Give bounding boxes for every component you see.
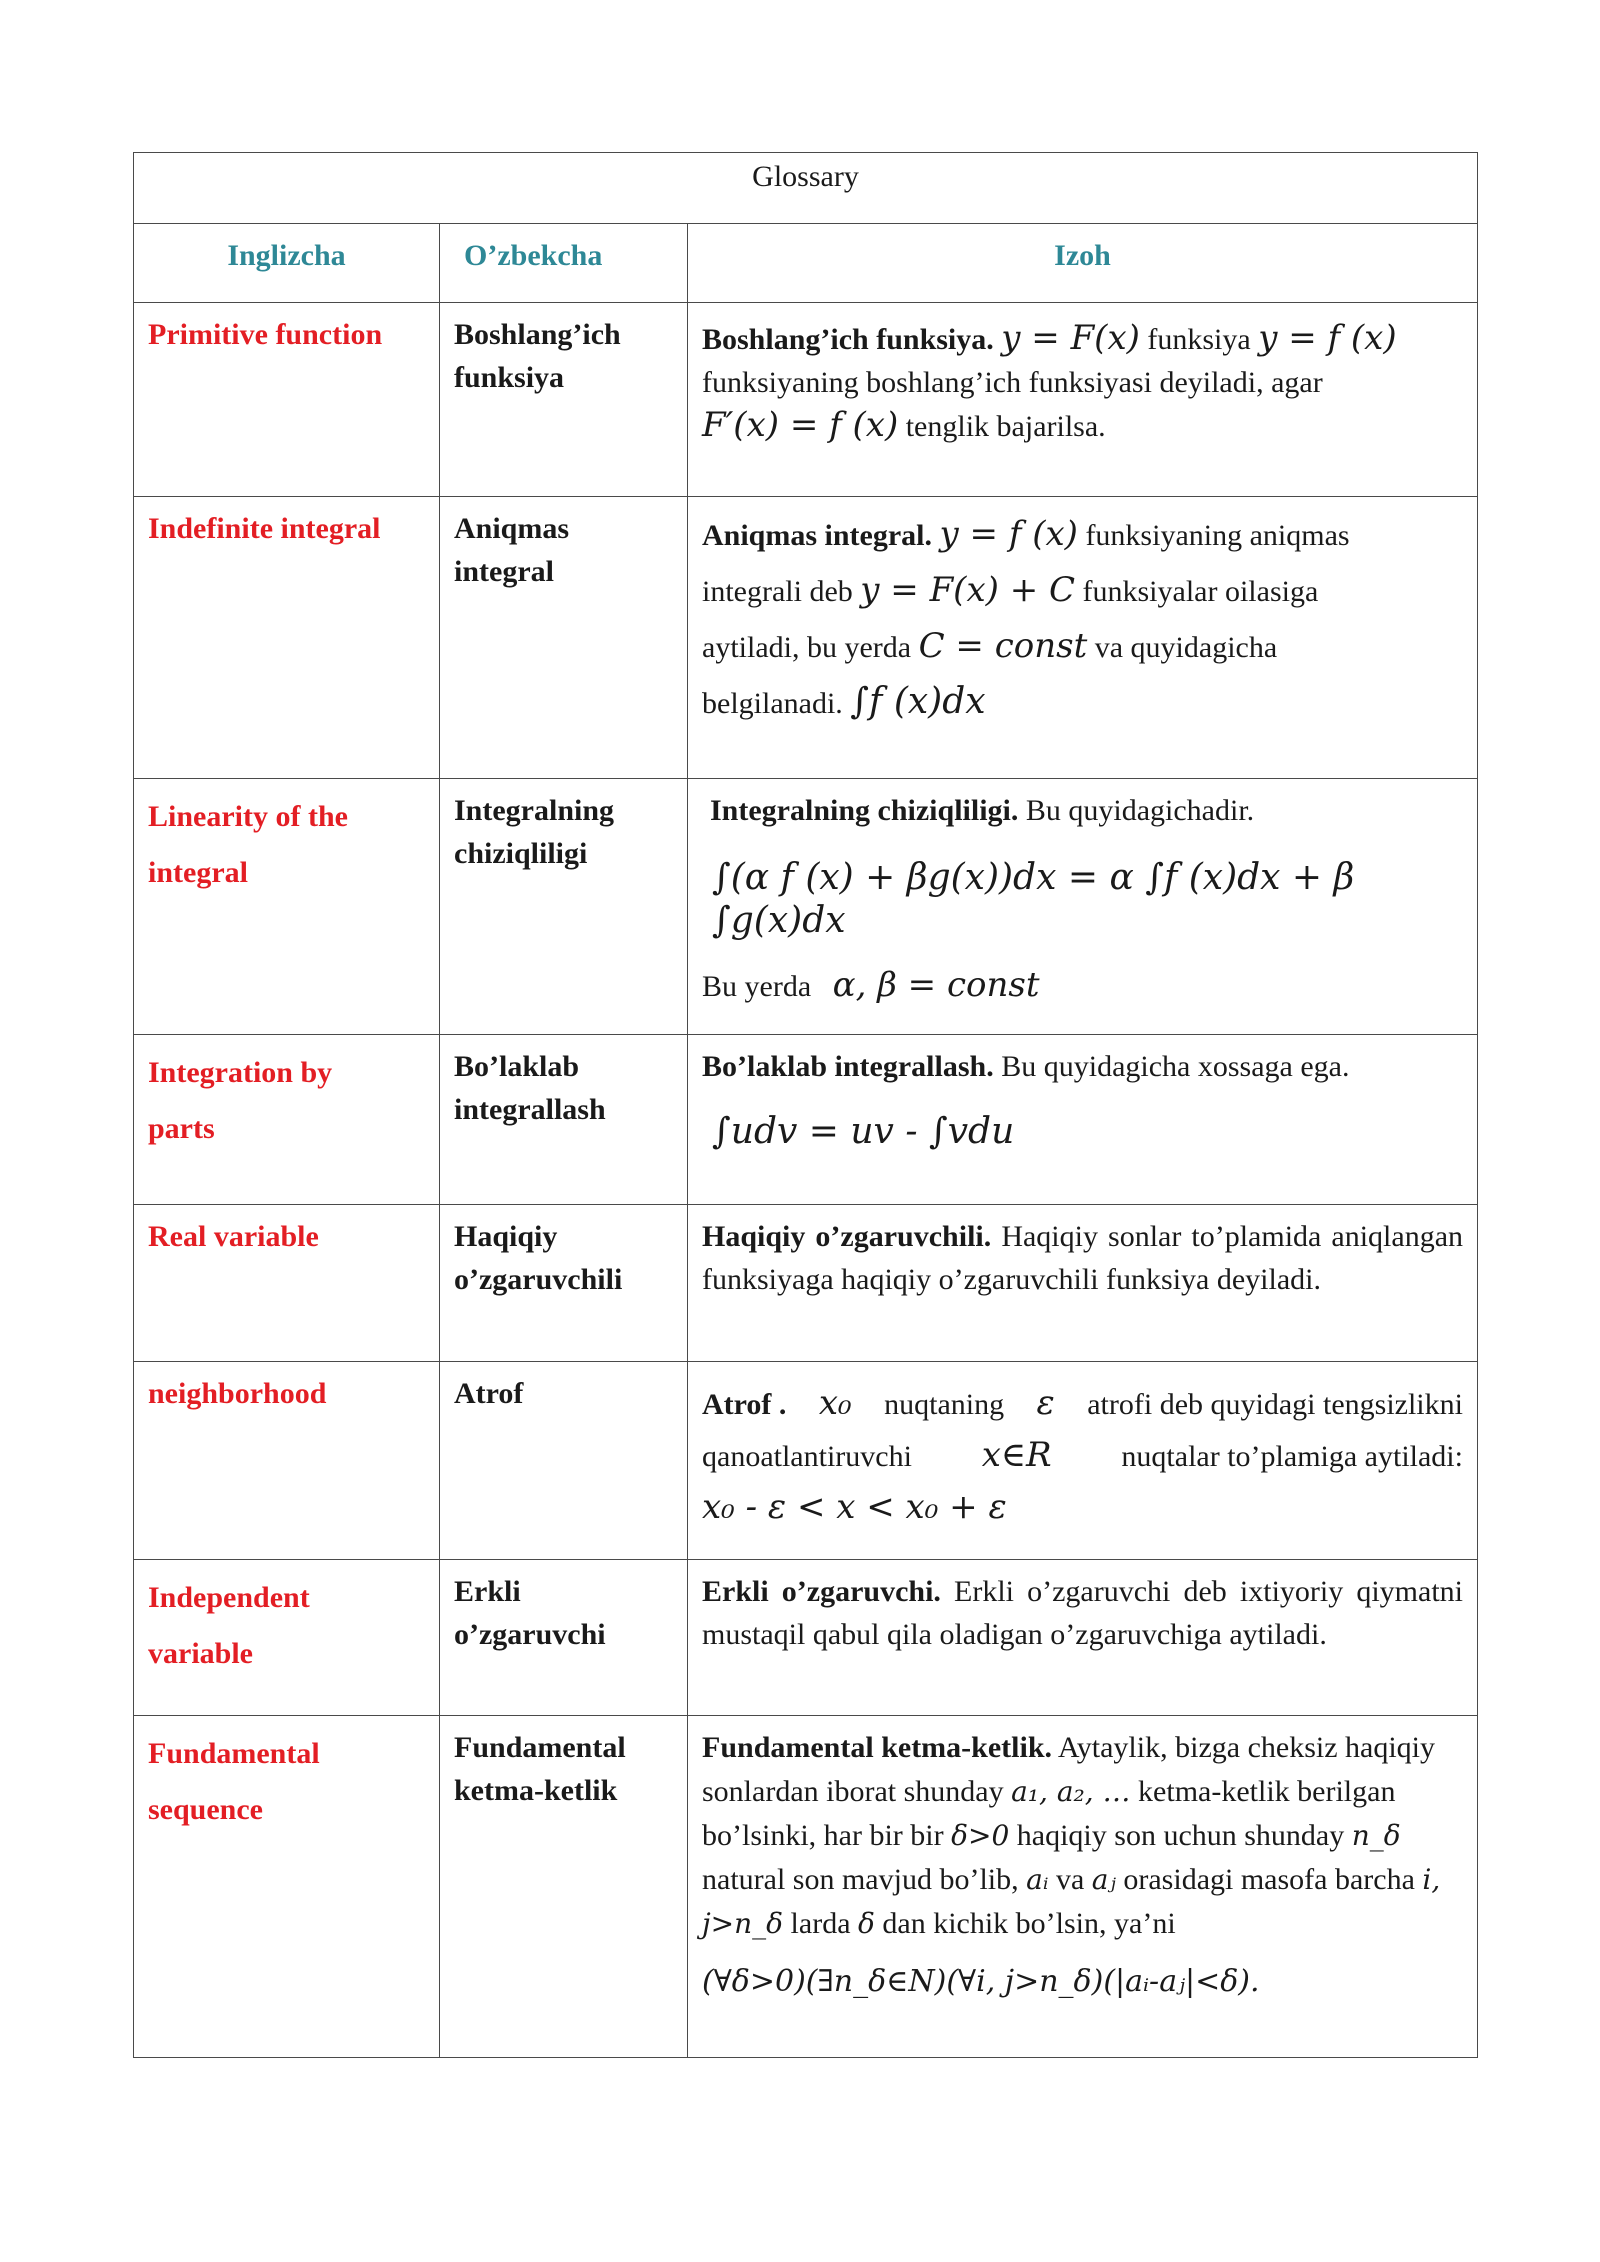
table-row bbox=[134, 1560, 1478, 1716]
formula: y = F(x) + C bbox=[860, 570, 1076, 610]
english-term: Primitive function bbox=[134, 303, 440, 497]
formula: a₁, a₂, … bbox=[1011, 1775, 1131, 1808]
english-term: Real variable bbox=[134, 1205, 440, 1362]
explanation-text: Bu quyidagicha xossaga ega. bbox=[1001, 1050, 1350, 1083]
uzbek-term: Bo’laklab integrallash bbox=[440, 1035, 688, 1205]
table-row bbox=[134, 1362, 1478, 1560]
defined-term: Haqiqiy o’zgaruvchili. bbox=[702, 1220, 992, 1253]
english-term: Independent variable bbox=[134, 1560, 440, 1716]
explanation-text: aytiladi, bu yerda bbox=[702, 631, 912, 664]
explanation-cell bbox=[688, 1560, 1478, 1716]
explanation-text: haqiqiy son uchun shunday bbox=[1016, 1819, 1345, 1852]
explanation-text: Bu yerda bbox=[702, 970, 812, 1003]
explanation-cell bbox=[688, 303, 1478, 497]
formula: ε bbox=[1036, 1383, 1055, 1423]
explanation-text: funksiyaning aniqmas bbox=[1085, 519, 1350, 552]
formula: F′(x) = f (x) bbox=[702, 405, 899, 445]
explanation-cell bbox=[688, 1716, 1478, 2058]
formula: i, j>n_δ bbox=[702, 1863, 1441, 1940]
formula: ∫(α f (x) + βg(x))dx = α ∫f (x)dx + β ∫g(x)dx bbox=[712, 857, 1355, 941]
explanation-text: integrali deb bbox=[702, 575, 853, 608]
formula: n_δ bbox=[1351, 1819, 1401, 1852]
explanation-cell bbox=[688, 1205, 1478, 1362]
defined-term: Fundamental ketma-ketlik. bbox=[702, 1731, 1053, 1764]
english-term: Integration by parts bbox=[134, 1035, 440, 1205]
uzbek-term: Boshlang’ich funksiya bbox=[440, 303, 688, 497]
explanation-text: larda bbox=[790, 1907, 851, 1940]
uzbek-term: Fundamental ketma-ketlik bbox=[440, 1716, 688, 2058]
table-title: Glossary bbox=[134, 153, 1478, 224]
explanation-text: nuqtaning bbox=[884, 1388, 1005, 1421]
defined-term: Boshlang’ich funksiya. bbox=[702, 323, 994, 356]
explanation-text: Erkli o’zgaruvchi deb ixtiyoriy qiymatni mustaqil qabul qila oladigan o’zgaruvchiga aytiladi. bbox=[702, 1575, 1463, 1651]
uzbek-term: Erkli o’zgaruvchi bbox=[440, 1560, 688, 1716]
explanation-cell bbox=[688, 497, 1478, 779]
explanation-text: Bu quyidagichadir. bbox=[1025, 794, 1255, 827]
table-row bbox=[134, 1716, 1478, 2058]
table-row bbox=[134, 1205, 1478, 1362]
header-row bbox=[134, 224, 1478, 303]
formula: C = const bbox=[918, 626, 1088, 666]
formula: y = F(x) bbox=[1001, 318, 1140, 358]
formula: δ>0 bbox=[951, 1819, 1010, 1852]
formula: x₀ bbox=[818, 1383, 852, 1423]
uzbek-term: Aniqmas integral bbox=[440, 497, 688, 779]
defined-term: Integralning chiziqliligi. bbox=[710, 794, 1019, 827]
defined-term: Bo’laklab integrallash. bbox=[702, 1050, 994, 1083]
explanation-text: dan kichik bo’lsin, ya’ni bbox=[882, 1907, 1176, 1940]
explanation-cell bbox=[688, 1035, 1478, 1205]
uzbek-term: Haqiqiy o’zgaruvchili bbox=[440, 1205, 688, 1362]
explanation-text: nuqtalar to’plamiga aytiladi: bbox=[1121, 1440, 1463, 1473]
explanation-text: qanoatlantiruvchi bbox=[702, 1440, 912, 1473]
formula: x∈R bbox=[981, 1435, 1052, 1475]
formula: aᵢ bbox=[1026, 1863, 1049, 1896]
header-uzbek: O’zbekcha bbox=[440, 224, 688, 303]
explanation-text: natural son mavjud bo’lib, bbox=[702, 1863, 1019, 1896]
table-row bbox=[134, 1035, 1478, 1205]
header-explanation: Izoh bbox=[688, 224, 1478, 303]
table-row bbox=[134, 497, 1478, 779]
header-english: Inglizcha bbox=[134, 224, 440, 303]
table-row bbox=[134, 779, 1478, 1035]
table-row bbox=[134, 303, 1478, 497]
english-term: neighborhood bbox=[134, 1362, 440, 1560]
explanation-text: Haqiqiy sonlar to’plamida aniqlangan funksiyaga haqiqiy o’zgaruvchili funksiya deyiladi. bbox=[702, 1220, 1464, 1296]
explanation-text: orasidagi masofa barcha bbox=[1123, 1863, 1415, 1896]
defined-term: Aniqmas integral. bbox=[702, 519, 933, 552]
explanation-text: Aytaylik, bizga cheksiz haqiqiy sonlardan iborat shunday bbox=[702, 1731, 1436, 1808]
explanation-cell bbox=[688, 1362, 1478, 1560]
explanation-text: funksiyaning boshlang’ich funksiyasi deyiladi, agar bbox=[702, 366, 1323, 399]
english-term: Linearity of the integral bbox=[134, 779, 440, 1035]
explanation-text: belgilanadi. bbox=[702, 687, 843, 720]
glossary-table bbox=[133, 152, 1478, 2058]
defined-term: Atrof . bbox=[702, 1388, 787, 1421]
uzbek-term: Atrof bbox=[440, 1362, 688, 1560]
formula: (∀δ>0)(∃n_δ∈N)(∀i, j>n_δ)(|aᵢ-aⱼ|<δ). bbox=[702, 1964, 1260, 1999]
formula: y = f (x) bbox=[1258, 318, 1397, 358]
explanation-text: funksiya bbox=[1147, 323, 1251, 356]
english-term: Fundamental sequence bbox=[134, 1716, 440, 2058]
explanation-text: funksiyalar oilasiga bbox=[1082, 575, 1319, 608]
explanation-cell bbox=[688, 779, 1478, 1035]
formula: aⱼ bbox=[1091, 1863, 1116, 1896]
formula: δ bbox=[858, 1907, 875, 1940]
english-term: Indefinite integral bbox=[134, 497, 440, 779]
uzbek-term: Integralning chiziqliligi bbox=[440, 779, 688, 1035]
explanation-text: tenglik bajarilsa. bbox=[905, 410, 1106, 443]
explanation-text: va quyidagicha bbox=[1094, 631, 1278, 664]
formula: y = f (x) bbox=[939, 514, 1078, 554]
formula: x₀ - ε < x < x₀ + ε bbox=[702, 1487, 1007, 1527]
explanation-text: va bbox=[1055, 1863, 1085, 1896]
formula: ∫f (x)dx bbox=[850, 681, 986, 722]
defined-term: Erkli o’zgaruvchi. bbox=[702, 1575, 941, 1608]
formula: α, β = const bbox=[832, 965, 1040, 1005]
formula: ∫udv = uv - ∫vdu bbox=[712, 1111, 1015, 1152]
explanation-text: ketma-ketlik berilgan bo’lsinki, har bir bir bbox=[702, 1775, 1396, 1852]
title-row bbox=[134, 153, 1478, 224]
explanation-text: atrofi deb quyidagi tengsizlikni bbox=[1087, 1388, 1463, 1421]
